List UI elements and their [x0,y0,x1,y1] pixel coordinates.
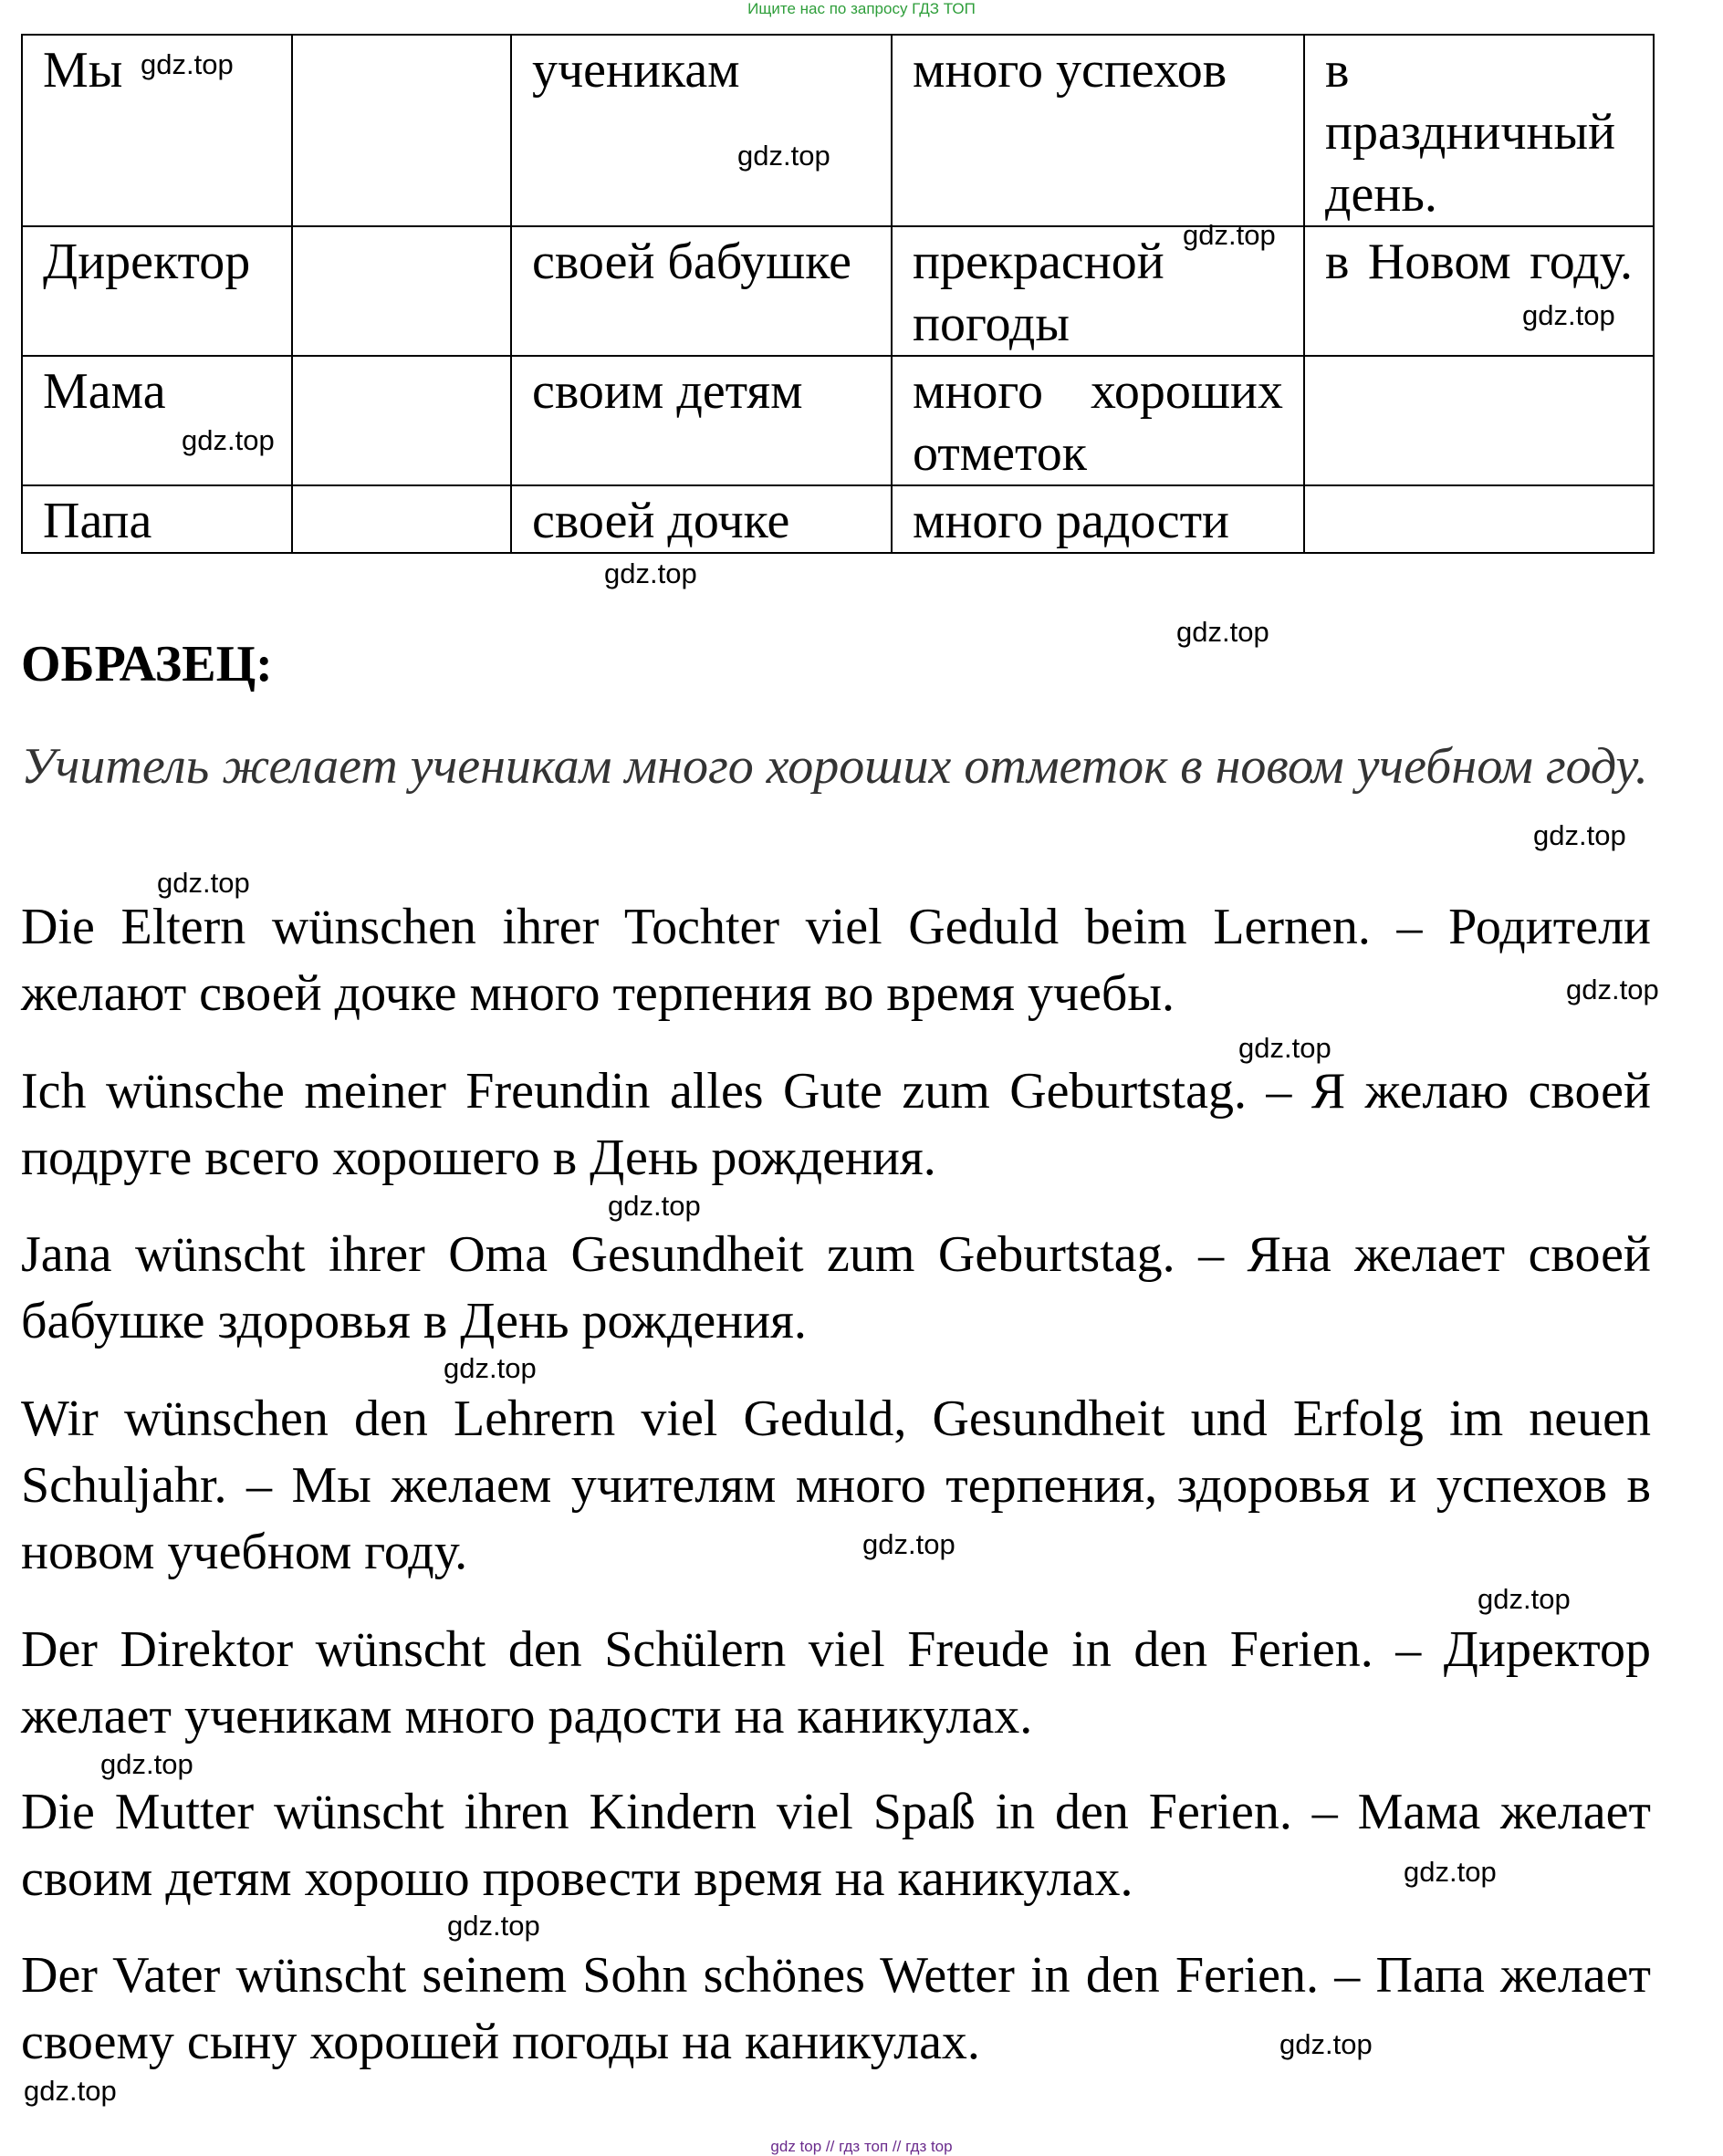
watermark: gdz.top [141,48,234,80]
watermark: gdz.top [1566,974,1659,1005]
table-cell [1304,356,1654,485]
phrase-table [21,34,1655,554]
watermark: gdz.top [1176,616,1269,648]
watermark: gdz.top [1238,1032,1331,1064]
watermark: gdz.top [1478,1583,1571,1615]
watermark: gdz.top [1404,1856,1497,1888]
table-cell: ученикам [511,35,892,226]
sentence: Die Mutter wünscht ihren Kindern viel Spaß in den Ferien. – Мама желает своим детям хорошо провести время на каникулах. [21,1784,1651,1907]
watermark: gdz.top [157,867,250,899]
table-cell: много успехов [892,35,1304,226]
table-cell: Мы [22,35,292,226]
watermark: gdz.top [1522,299,1615,331]
watermark: gdz.top [737,140,830,172]
table-cell: много радости [892,485,1304,553]
watermark: gdz.top [182,424,275,456]
table-row [22,485,1654,553]
table-cell: Мама [22,356,292,485]
sentence: Ich wünsche meiner Freundin alles Gute zum Geburtstag. – Я желаю своей подруге всего хорошего в День рождения. [21,1063,1651,1186]
table-cell: в Новом году. [1304,226,1654,356]
table-cell [292,226,511,356]
sentence: Wir wünschen den Lehrern viel Geduld, Gesundheit und Erfolg im neuen Schuljahr. – Мы желаем учителям много терпения, здоровья и успехов в новом учебном году. [21,1390,1651,1580]
bottom-bar: gdz top // гдз топ // гдз top [770,2138,953,2155]
watermark: gdz.top [100,1748,193,1780]
watermark: gdz.top [1183,219,1276,251]
top-banner: Ищите нас по запросу ГДЗ ТОП [747,0,976,17]
watermark: gdz.top [1533,819,1626,851]
watermark: gdz.top [24,2075,117,2107]
watermark: gdz.top [862,1528,955,1560]
table-cell: прекрасной погоды [892,226,1304,356]
table-cell: Директор [22,226,292,356]
table-cell [292,35,511,226]
table-cell: своей дочке [511,485,892,553]
example-sentence: Учитель желает ученикам много хороших отметок в новом учебном году. [21,738,1648,795]
watermark: gdz.top [604,557,697,589]
sample-heading: ОБРАЗЕЦ: [21,636,273,693]
sentence: Die Eltern wünschen ihrer Tochter viel Geduld beim Lernen. – Родители желают своей дочке много терпения во время учебы. [21,899,1651,1022]
sentence: Jana wünscht ihrer Oma Gesundheit zum Geburtstag. – Яна желает своей бабушке здоровья в День рождения. [21,1226,1651,1349]
table-cell [1304,485,1654,553]
watermark: gdz.top [1279,2028,1373,2060]
sentence: Der Vater wünscht seinem Sohn schönes Wetter in den Ferien. – Папа желает своему сыну хорошей погоды на каникулах. [21,1947,1651,2070]
table-cell: много хороших отметок [892,356,1304,485]
table-row [22,356,1654,485]
table-cell: своей бабушке [511,226,892,356]
sentence: Der Direktor wünscht den Schülern viel Freude in den Ferien. – Директор желает ученикам много радости на каникулах. [21,1621,1651,1745]
table-row [22,226,1654,356]
watermark: gdz.top [608,1190,701,1222]
table-cell: в праздничный день. [1304,35,1654,226]
table-cell [292,485,511,553]
watermark: gdz.top [444,1352,537,1384]
table-cell: своим детям [511,356,892,485]
table-row [22,35,1654,226]
table-cell: Папа [22,485,292,553]
watermark: gdz.top [447,1910,540,1942]
table-cell [292,356,511,485]
